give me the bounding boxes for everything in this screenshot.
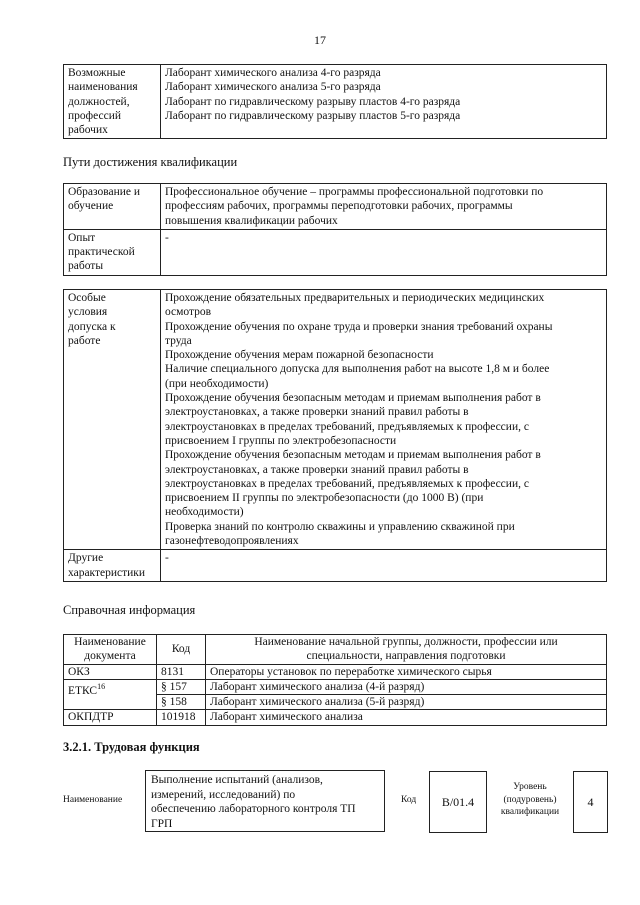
header-line: специальности, направления подготовки (306, 650, 506, 663)
qualification-heading: Пути достижения квалификации (63, 155, 238, 169)
text-line: присвоением I группы по электробезопасности (165, 434, 397, 447)
header-line: Наименование (74, 636, 146, 648)
function-level-box: 4 (573, 771, 608, 833)
positions-list (161, 65, 607, 139)
header-code: Код (157, 635, 206, 665)
position-item: Лаборант по гидравлическому разрыву пластов 5-го разряда (165, 109, 461, 122)
text-line: газонефтеводопроявлениях (165, 535, 299, 548)
row-code: § 158 (157, 695, 206, 710)
text-line: (при необходимости) (165, 377, 269, 390)
page-number: 17 (314, 33, 326, 47)
function-code-box: B/01.4 (429, 771, 487, 833)
experience-label (64, 229, 161, 275)
header-doc (64, 635, 157, 665)
admission-table (63, 289, 607, 582)
function-level-label (490, 781, 570, 819)
label-line: квалификации (500, 807, 560, 817)
other-value: - (161, 550, 607, 582)
label-line: Особые (68, 292, 106, 304)
label-line: работе (68, 334, 101, 347)
text-line: Прохождение обучения безопасным методам и приемам выполнения работ в (165, 392, 541, 405)
text-line: Выполнение испытаний (анализов, (151, 774, 323, 786)
label-line: работы (68, 260, 104, 273)
header-line: документа (84, 650, 136, 663)
label-line: Образование и (68, 186, 141, 198)
label-line: профессий (68, 109, 122, 122)
row-doc (64, 679, 157, 710)
text-line: осмотров (165, 306, 212, 319)
text-line: Прохождение обучения безопасным методам и приемам выполнения работ в (165, 449, 541, 462)
admission-label (64, 290, 161, 550)
education-label (64, 184, 161, 230)
label-line: (подуровень) (503, 794, 557, 805)
admission-conditions (161, 290, 607, 550)
text-line: Профессиональное обучение – программы профессиональной подготовки по (165, 186, 544, 198)
text-line: Наличие специального допуска для выполнения работ на высоте 1,8 м и более (165, 363, 550, 376)
text-line: Прохождение обучения мерам пожарной безопасности (165, 349, 434, 362)
row-name: Лаборант химического анализа (206, 710, 607, 725)
label-line: условия (68, 306, 108, 319)
label-line: обучение (68, 200, 114, 213)
table-row (64, 710, 607, 725)
text-line: электроустановках в пределах требований, предъявляемых к профессии, с (165, 420, 529, 433)
positions-table (63, 64, 607, 139)
text-line: обеспечению лабораторного контроля ТП (151, 803, 356, 815)
text-line: измерений, исследований) по (151, 788, 296, 801)
text-line: труда (165, 334, 192, 347)
footnote-mark: 16 (97, 681, 106, 691)
reference-header-row (64, 635, 607, 665)
label-line: Возможные (68, 67, 126, 79)
header-line: Наименование начальной группы, должности, профессии или (254, 636, 558, 648)
position-item: Лаборант химического анализа 5-го разряда (165, 81, 381, 94)
label-line: должностей, (68, 95, 130, 108)
reference-heading: Справочная информация (63, 603, 196, 617)
position-item: Лаборант по гидравлическому разрыву пластов 4-го разряда (165, 95, 461, 108)
text-line: Проверка знаний по контролю скважины и управлению скважиной при (165, 520, 515, 533)
label-line: практической (68, 246, 135, 259)
text-line: Прохождение обучения по охране труда и проверки знания требований охраны (165, 320, 553, 333)
other-label (64, 550, 161, 582)
row-code: 8131 (157, 664, 206, 679)
text-line: профессиям рабочих, программы переподготовки рабочих, программы (165, 200, 513, 213)
label-line: рабочих (68, 124, 108, 137)
function-heading: 3.2.1. Трудовая функция (63, 740, 200, 754)
function-name-label: Наименование (63, 795, 123, 805)
row-name: Операторы установок по переработке химического сырья (206, 664, 607, 679)
label-line: Другие (68, 552, 104, 565)
table-row (64, 679, 607, 694)
header-name (206, 635, 607, 665)
text-line: Прохождение обязательных предварительных и периодических медицинских (165, 292, 545, 304)
row-code: § 157 (157, 679, 206, 694)
text-line: электроустановках в пределах требований, предъявляемых к профессии, с (165, 477, 529, 490)
label-line: Уровень (513, 782, 547, 792)
label-line: наименования (68, 81, 138, 94)
row-doc: ОКЗ (64, 664, 157, 679)
reference-table (63, 634, 607, 726)
label-line: характеристики (68, 566, 146, 579)
text-line: электроустановках, а также проверки знаний правил работы в (165, 406, 469, 419)
education-value (161, 184, 607, 230)
row-name: Лаборант химического анализа (5-й разряд) (206, 695, 607, 710)
text-line: электроустановках, а также проверки знаний правил работы в (165, 463, 469, 476)
doc-name: ЕТКС (68, 684, 98, 697)
qualification-table (63, 183, 607, 276)
text-line: необходимости) (165, 506, 244, 519)
text-line: повышения квалификации рабочих (165, 214, 338, 227)
position-item: Лаборант химического анализа 4-го разряда (165, 67, 381, 79)
label-line: допуска к (68, 320, 116, 333)
row-code: 101918 (157, 710, 206, 725)
row-name: Лаборант химического анализа (4-й разряд) (206, 679, 607, 694)
label-line: Опыт (68, 231, 96, 244)
row-doc: ОКПДТР (64, 710, 157, 725)
text-line: присвоением II группы по электробезопасности (до 1000 В) (при (165, 492, 484, 505)
text-line: ГРП (151, 817, 173, 830)
experience-value: - (161, 229, 607, 275)
positions-label (64, 65, 161, 139)
table-row (64, 664, 607, 679)
function-code-label: Код (401, 795, 417, 805)
function-name-box (145, 770, 385, 832)
